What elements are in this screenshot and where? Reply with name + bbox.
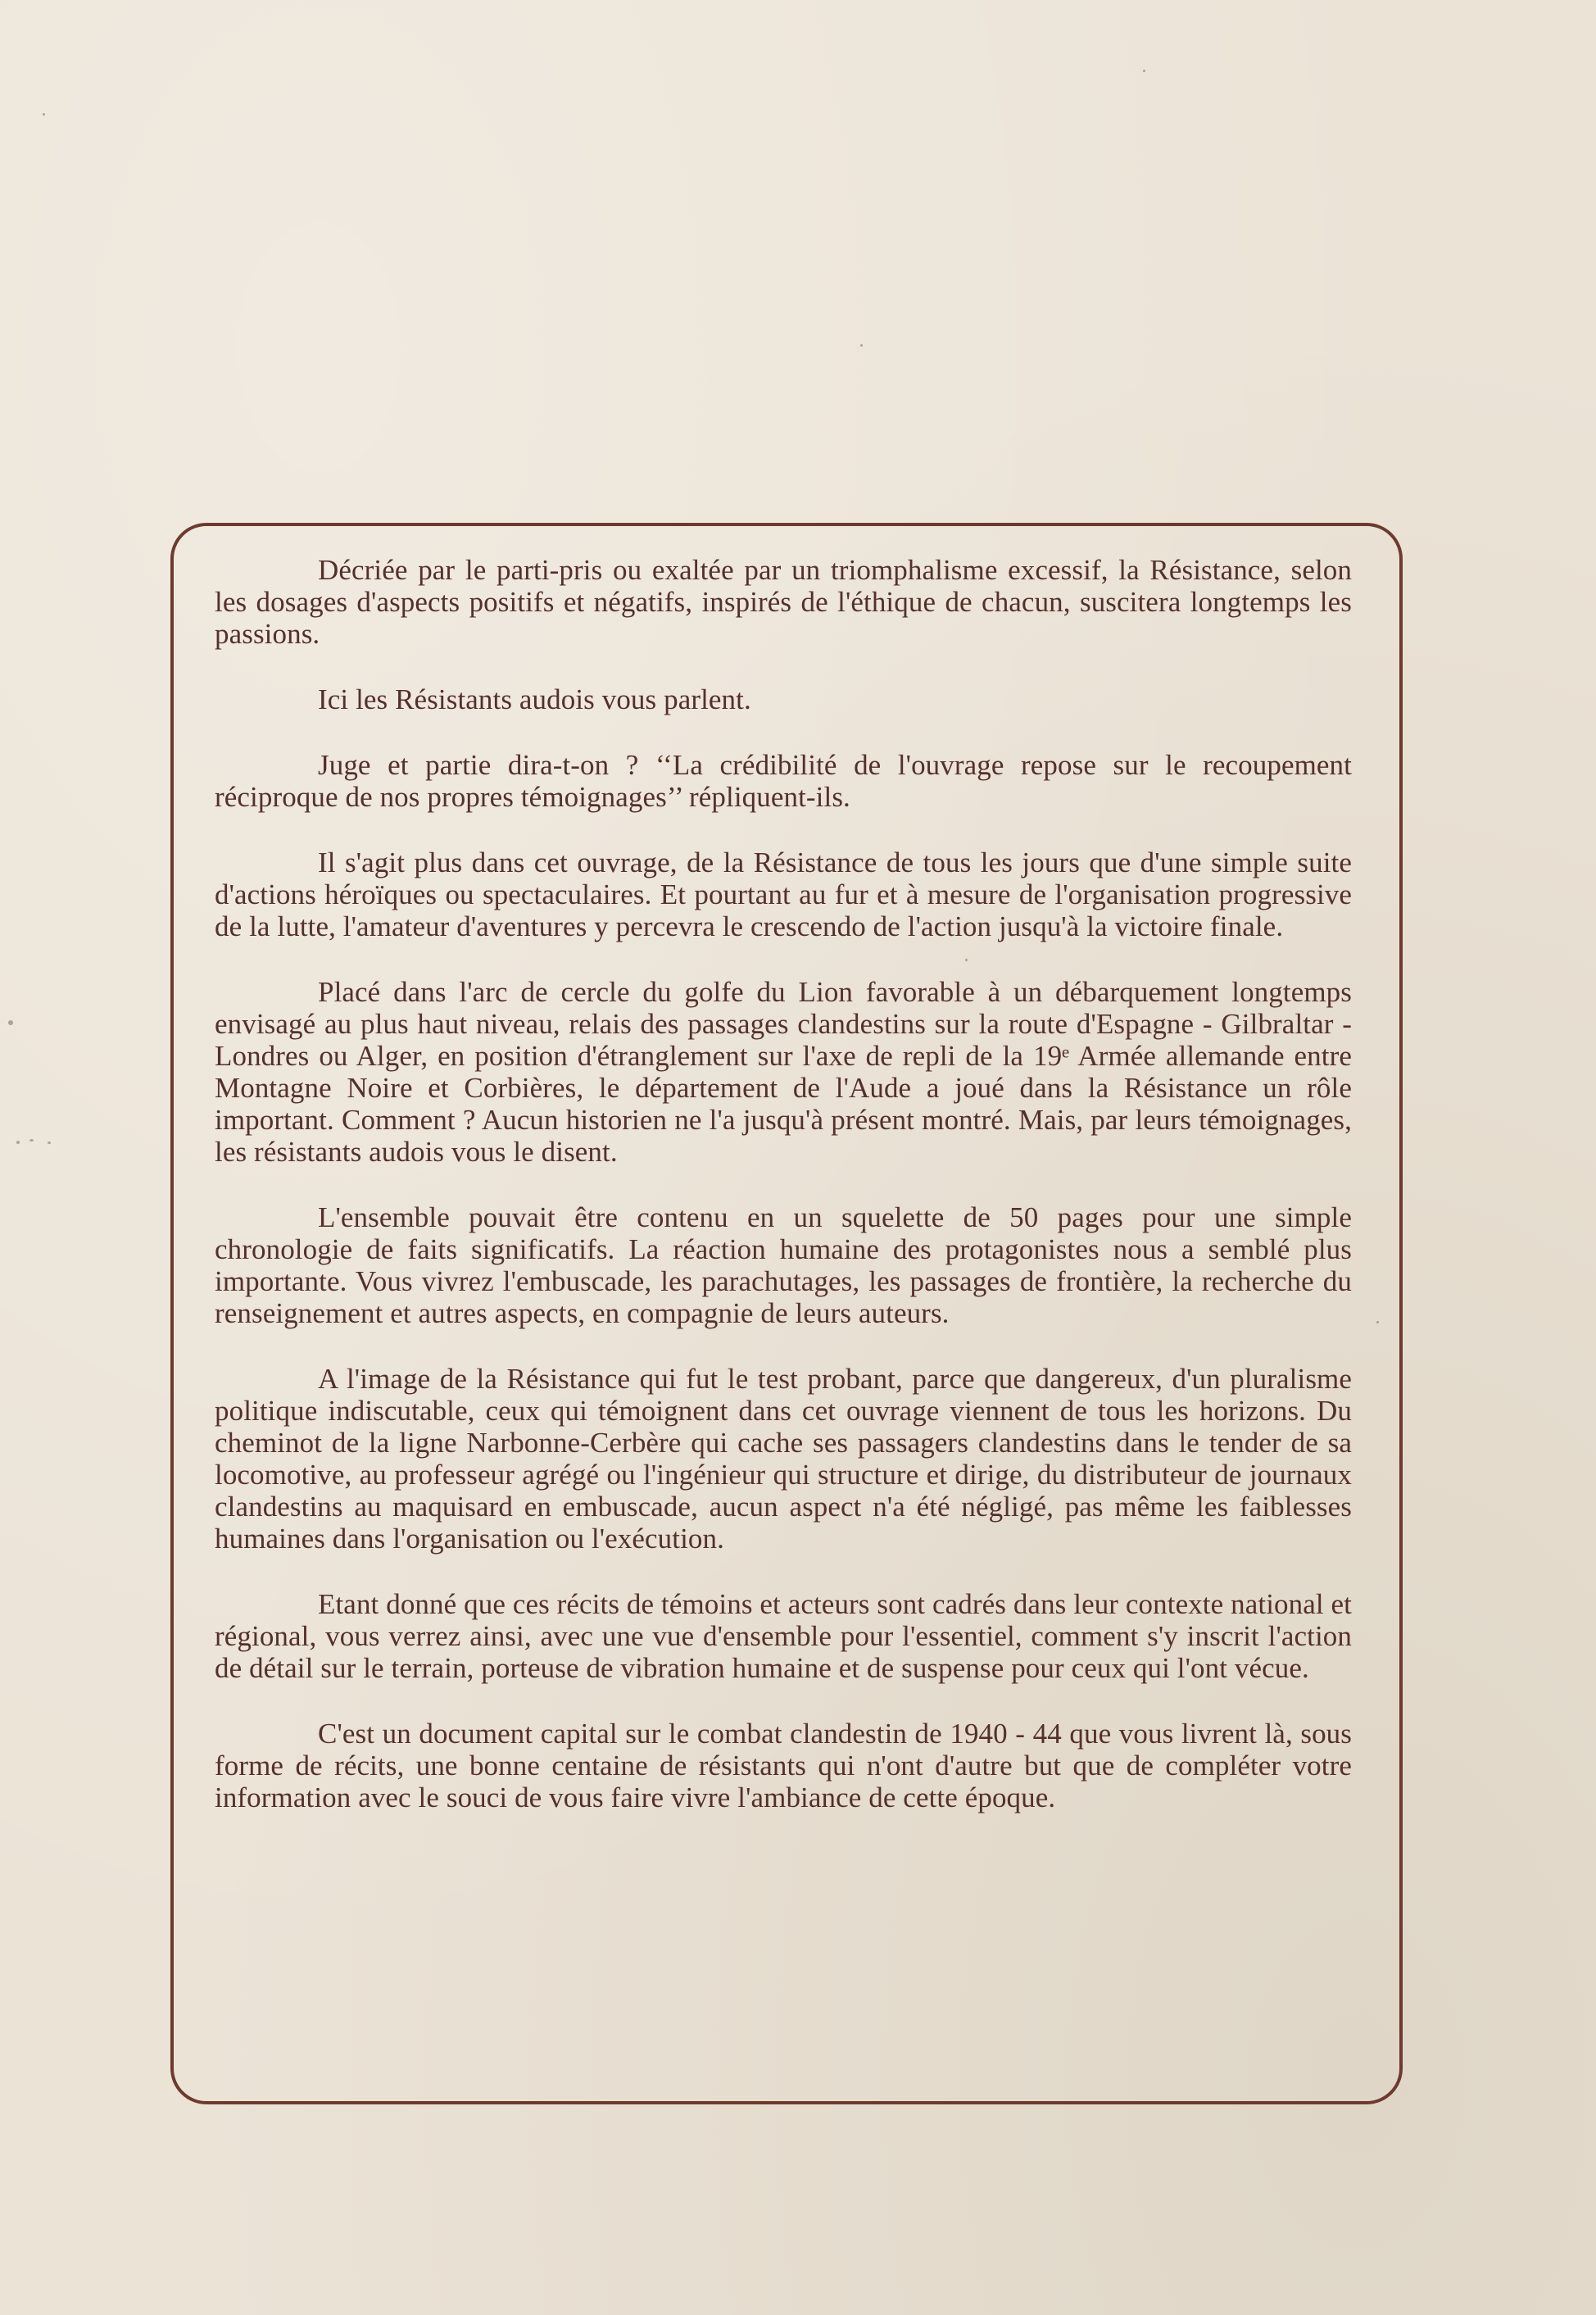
blurb-paragraph-4: Il s'agit plus dans cet ouvrage, de la Résistance de tous les jours que d'une simple suite d'actions héroïques ou spectaculaires. Et pourtant au fur et à mesure de l'organisation progressive de la lutte, l'amateur d'aventures y percevra le crescendo de l'action jusqu'à la victoire finale. [215, 847, 1352, 942]
blurb-paragraph-3: Juge et partie dira-t-on ? ‘‘La crédibilité de l'ouvrage repose sur le recoupement réciproque de nos propres témoignages’’ répliquent-ils. [215, 749, 1352, 813]
blurb-paragraph-9: C'est un document capital sur le combat clandestin de 1940 - 44 que vous livrent là, sous forme de récits, une bonne centaine de résistants qui n'ont d'autre but que de compléter votre information avec le souci de vous faire vivre l'ambiance de cette époque. [215, 1718, 1352, 1813]
paper-speck [16, 1141, 20, 1144]
paper-speck [8, 1020, 13, 1025]
blurb-paragraph-6: L'ensemble pouvait être contenu en un squelette de 50 pages pour une simple chronologie de faits significatifs. La réaction humaine des protagonistes nous a semblé plus importante. Vous vivrez l'embuscade, les parachutages, les passages de frontière, la recherche du renseignement et autres aspects, en compagnie de leurs auteurs. [215, 1201, 1352, 1329]
paper-speck [860, 344, 863, 347]
blurb-paragraph-1: Décriée par le parti-pris ou exaltée par un triomphalisme excessif, la Résistance, selon les dosages d'aspects positifs et négatifs, inspirés de l'éthique de chacun, suscitera longtemps les passions. [215, 554, 1352, 650]
blurb-paragraph-7: A l'image de la Résistance qui fut le test probant, parce que dangereux, d'un pluralisme politique indiscutable, ceux qui témoignent dans cet ouvrage viennent de tous les horizons. Du cheminot de la ligne Narbonne-Cerbère qui cache ses passagers clandestins dans le tender de sa locomotive, au professeur agrégé ou l'ingénieur qui structure et dirige, du distributeur de journaux clandestins au maquisard en embuscade, aucun aspect n'a été négligé, pas même les faiblesses humaines dans l'organisation ou l'exécution. [215, 1363, 1352, 1555]
blurb-paragraph-8: Etant donné que ces récits de témoins et acteurs sont cadrés dans leur contexte national et régional, vous verrez ainsi, avec une vue d'ensemble pour l'essentiel, comment s'y inscrit l'action de détail sur le terrain, porteuse de vibration humaine et de suspense pour ceux qui l'ont vécue. [215, 1588, 1352, 1684]
blurb-paragraph-2: Ici les Résistants audois vous parlent. [318, 683, 751, 715]
paper-speck [48, 1142, 51, 1144]
blurb-frame [170, 523, 1403, 2104]
paper-speck [43, 113, 45, 116]
blurb-paragraph-5: Placé dans l'arc de cercle du golfe du Lion favorable à un débarquement longtemps envisagé au plus haut niveau, relais des passages clandestins sur la route d'Espagne - Gilbraltar - Londres ou Alger, en position d'étranglement sur l'axe de repli de la 19ᵉ Armée allemande entre Montagne Noire et Corbières, le département de l'Aude a joué dans la Résistance un rôle important. Comment ? Aucun historien ne l'a jusqu'à présent montré. Mais, par leurs témoignages, les résistants audois vous le disent. [215, 976, 1352, 1168]
paper-speck [29, 1139, 34, 1142]
paper-speck [1143, 70, 1145, 72]
